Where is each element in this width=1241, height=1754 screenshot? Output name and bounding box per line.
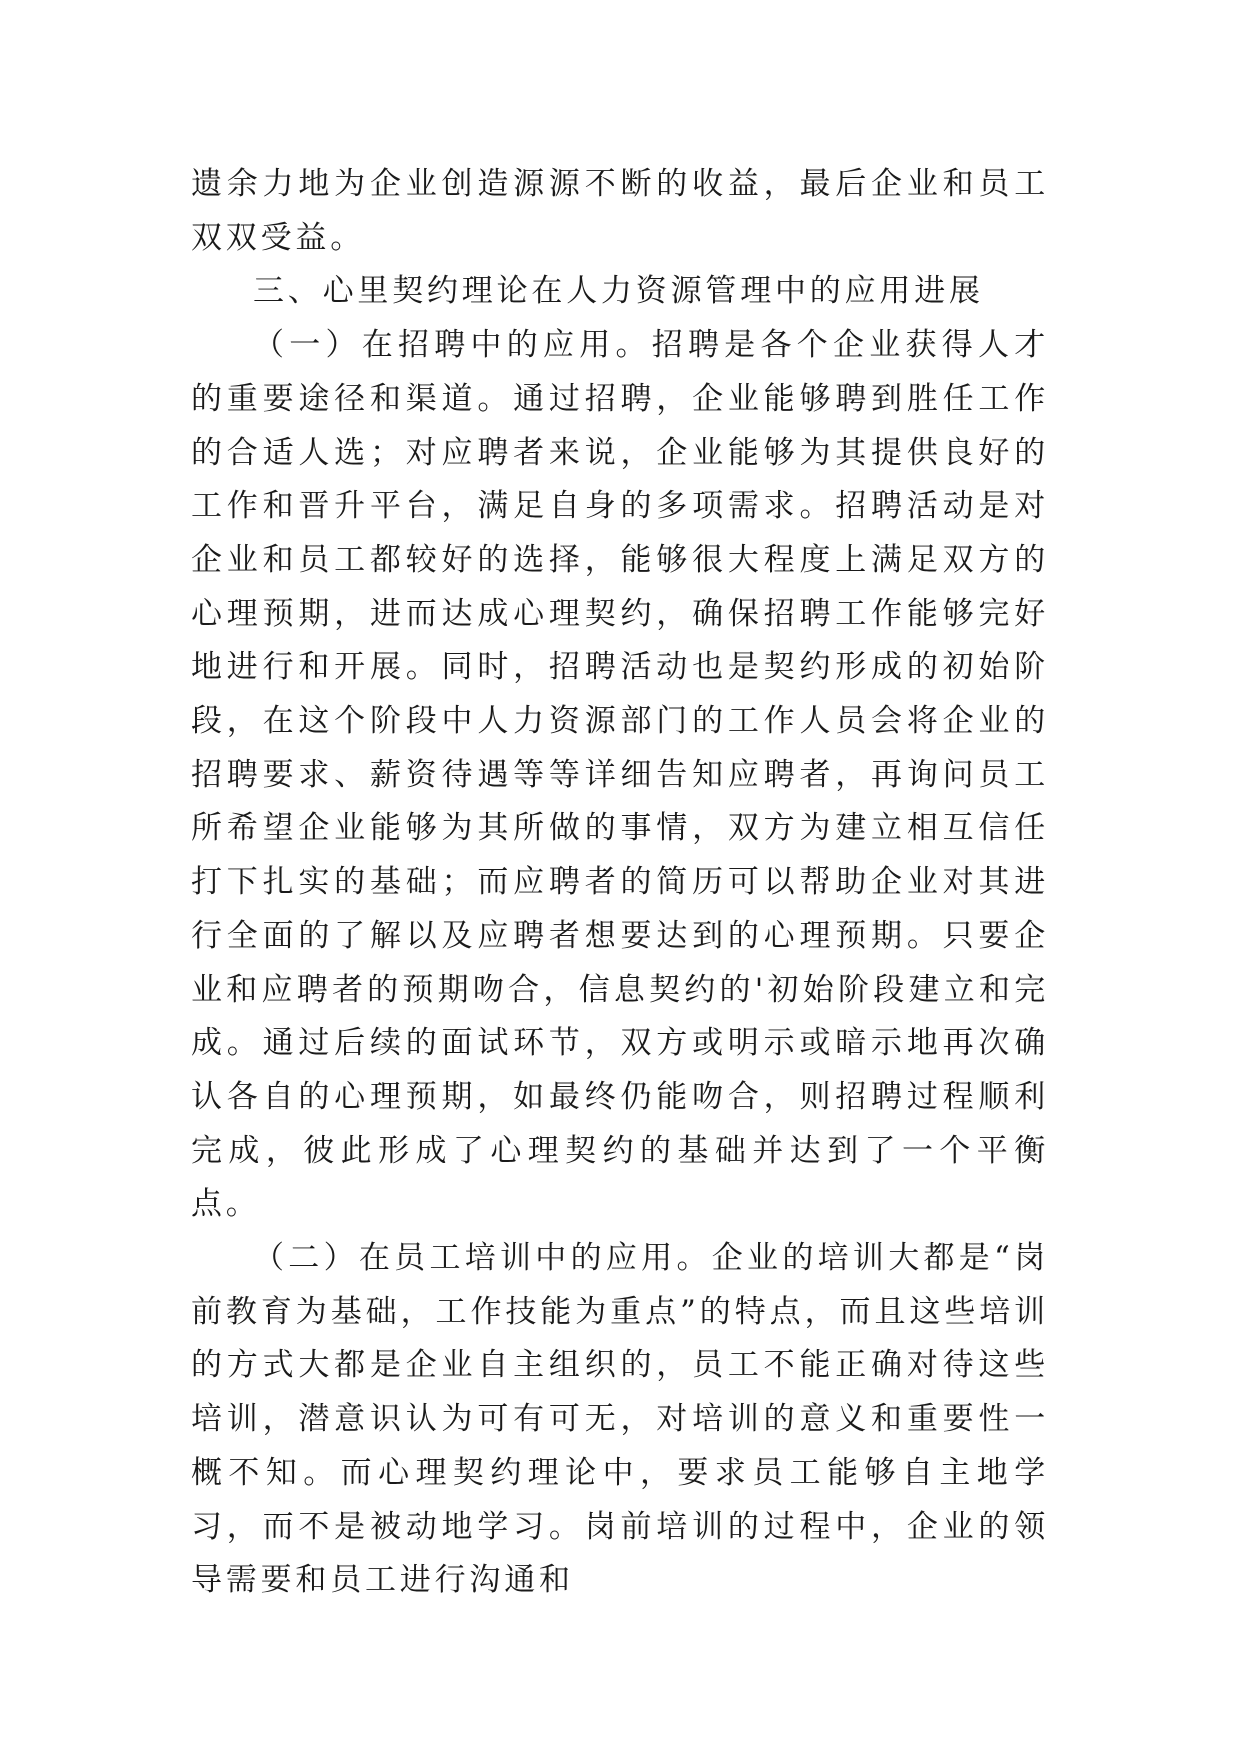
section-heading: 三、心里契约理论在人力资源管理中的应用进展 (253, 273, 984, 310)
paragraph-continuation: 遗余力地为企业创造源源不断的收益，最后企业和员工双双受益。 (191, 166, 1049, 256)
paragraph-training: （二）在员工培训中的应用。企业的培训大都是“岗前教育为基础，工作技能为重点”的特点，而且这些培训的方式大都是企业自主组织的，员工不能正确对待这些培训，潜意识认为可有可无，对培训的意义和重要性一概不知。而心理契约理论中，要求员工能够自主地学习，而不是被动地学习。岗前培训的过程中，企业的领导需要和员工进行沟通和 (191, 1240, 1049, 1599)
paragraph-recruitment: （一）在招聘中的应用。招聘是各个企业获得人才的重要途径和渠道。通过招聘，企业能够聘到胜任工作的合适人选；对应聘者来说，企业能够为其提供良好的工作和晋升平台，满足自身的多项需求。招聘活动是对企业和员工都较好的选择，能够很大程度上满足双方的心理预期，进而达成心理契约，确保招聘工作能够完好地进行和开展。同时，招聘活动也是契约形成的初始阶段，在这个阶段中人力资源部门的工作人员会将企业的招聘要求、薪资待遇等等详细告知应聘者，再询问员工所希望企业能够为其所做的事情，双方为建立相互信任打下扎实的基础；而应聘者的简历可以帮助企业对其进行全面的了解以及应聘者想要达到的心理预期。只要企业和应聘者的预期吻合，信息契约的'初始阶段建立和完成。通过后续的面试环节，双方或明示或暗示地再次确认各自的心理预期，如最终仍能吻合，则招聘过程顺利完成，彼此形成了心理契约的基础并达到了一个平衡点。 (191, 327, 1049, 1223)
body-text (191, 158, 1049, 1608)
